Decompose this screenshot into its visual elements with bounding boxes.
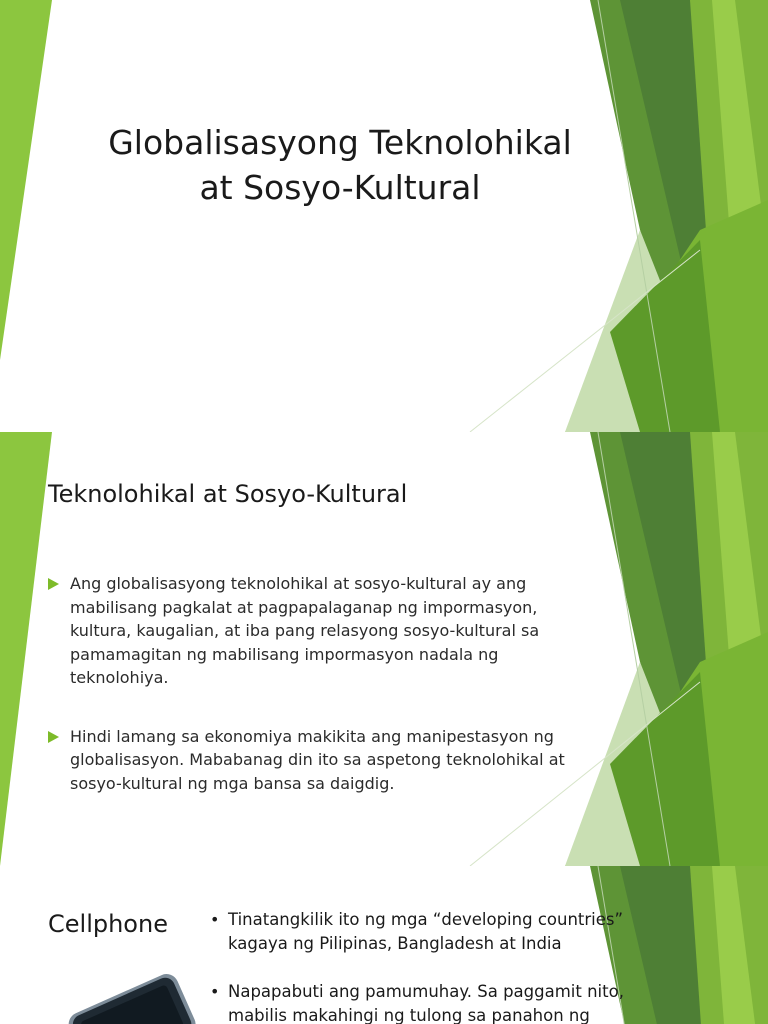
bullet-text: Tinatangkilik ito ng mga “developing countries” kagaya ng Pilipinas, Bangladesh at India <box>228 910 624 953</box>
bullet-list <box>48 572 588 830</box>
triangle-bullet-icon <box>48 731 59 743</box>
slide-title-line1: Globalisasyong Teknolohikal <box>108 123 572 162</box>
bullet-item <box>208 980 678 1024</box>
slide-title: Teknolohikal at Sosyo-Kultural <box>48 480 408 508</box>
cellphone-slide <box>0 866 768 1024</box>
slide-title <box>60 120 620 210</box>
slide-title: Cellphone <box>48 910 168 938</box>
triangle-bullet-icon <box>48 578 59 590</box>
cellphone-icon <box>50 962 210 1024</box>
title-slide <box>0 0 768 432</box>
bullet-text: Ang globalisasyong teknolohikal at sosyo-kultural ay ang mabilisang pagkalat at pagpapalaganap ng impormasyon, kultura, kaugalian, at iba pang relasyong sosyo-kultural sa pamamagitan ng mabilisang impormasyon nadala ng teknolohiya. <box>70 574 540 687</box>
dot-bullet-icon: • <box>210 910 220 929</box>
slide-title-line2: at Sosyo-Kultural <box>199 168 481 207</box>
bullet-item <box>208 908 678 956</box>
bullet-item <box>48 572 588 690</box>
content-slide <box>0 432 768 866</box>
bullet-item <box>48 725 588 796</box>
bullet-list <box>208 908 678 1024</box>
bullet-text: Napapabuti ang pamumuhay. Sa paggamit nito, mabilis makahingi ng tulong sa panahon ng <box>228 982 624 1024</box>
green-decoration-left <box>0 0 768 432</box>
dot-bullet-icon: • <box>210 982 220 1001</box>
bullet-text: Hindi lamang sa ekonomiya makikita ang manipestasyon ng globalisasyon. Mababanag din ito sa aspetong teknolohikal at sosyo-kultural ng mga bansa sa daigdig. <box>70 726 565 793</box>
